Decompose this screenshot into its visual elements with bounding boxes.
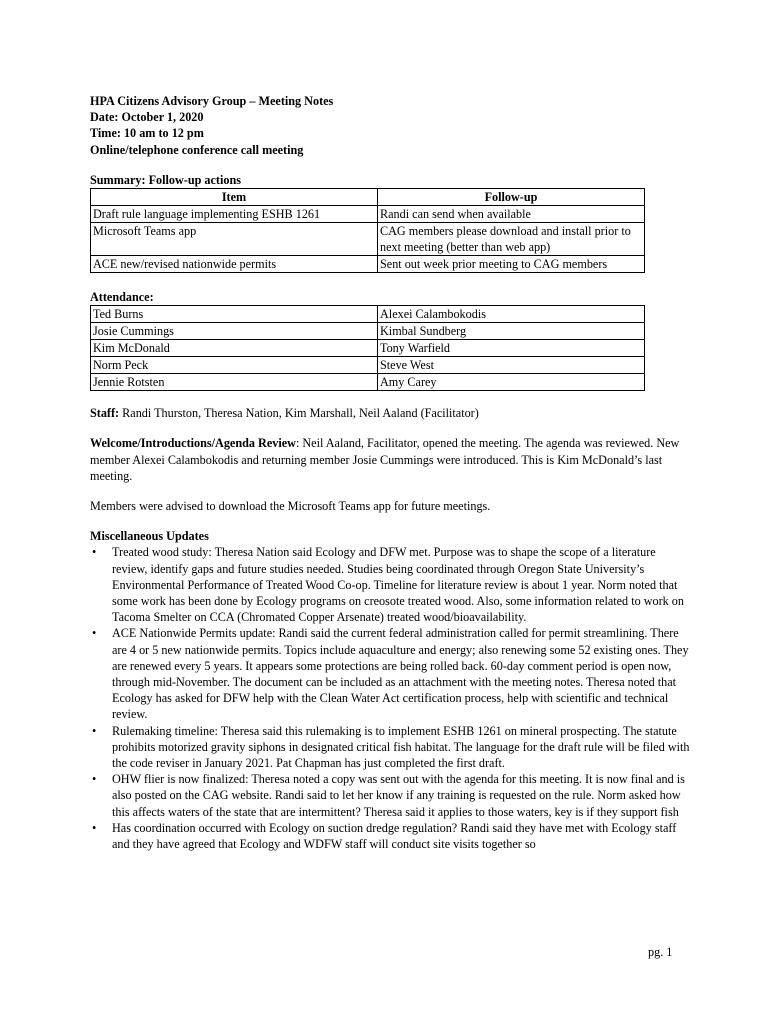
list-item: • Rulemaking timeline: Theresa said this rulemaking is to implement ESHB 1261 on mineral prospecting. The statute prohibits motorized gravity siphons in designated critical fish habitat. The language for the draft rule will be filed with the code reviser in January 2021. Pat Chapman has just completed the first draft. — [90, 723, 690, 772]
attendee-name: Steve West — [378, 357, 645, 374]
table-cell: CAG members please download and install prior to next meeting (better than web app) — [378, 223, 645, 256]
table-row — [91, 206, 645, 223]
welcome-text: : Neil Aaland, Facilitator, opened the meeting. The agenda was reviewed. New member Alexei Calambokodis and returning member Josie Cummings were introduced. This is Kim McDonald’s last meeting. — [90, 436, 680, 483]
attendee-name: Kim McDonald — [91, 340, 378, 357]
table-row — [91, 306, 645, 323]
meeting-time: Time: 10 am to 12 pm — [90, 126, 204, 141]
staff-line — [90, 405, 690, 421]
table-cell: Draft rule language implementing ESHB 1261 — [91, 206, 378, 223]
attendee-name: Jennie Rotsten — [91, 374, 378, 391]
list-item: • Has coordination occurred with Ecology on suction dredge regulation? Randi said they have met with Ecology staff and they have agreed that Ecology and WDFW staff will conduct site visits together so — [90, 820, 690, 852]
attendee-name: Kimbal Sundberg — [378, 323, 645, 340]
table-row — [91, 223, 645, 256]
attendance-table — [90, 305, 645, 391]
misc-heading: Miscellaneous Updates — [90, 529, 209, 544]
attendee-name: Josie Cummings — [91, 323, 378, 340]
attendee-name: Tony Warfield — [378, 340, 645, 357]
meeting-date: Date: October 1, 2020 — [90, 110, 204, 125]
column-header-item: Item — [91, 189, 378, 206]
staff-text: Randi Thurston, Theresa Nation, Kim Marshall, Neil Aaland (Facilitator) — [119, 406, 479, 421]
table-row — [91, 256, 645, 273]
table-row — [91, 357, 645, 374]
doc-title: HPA Citizens Advisory Group – Meeting Notes — [90, 94, 334, 108]
table-header-row — [91, 189, 645, 206]
welcome-label: Welcome/Introductions/Agenda Review — [90, 436, 296, 451]
list-item: • ACE Nationwide Permits update: Randi said the current federal administration called for permit streamlining. There are 4 or 5 new nationwide permits. Topics include aquaculture and energy; also renewing some 52 existing ones. They are renewed every 5 years. It appears some protections are being rolled back. 60-day comment period is open now, through mid-November. The document can be included as an attachment with the meeting notes. Theresa noted that Ecology has asked for DFW help with the Clean Water Act certification process, help with scientific and technical review. — [90, 625, 690, 722]
welcome-paragraph — [90, 435, 690, 484]
meeting-mode: Online/telephone conference call meeting — [90, 142, 304, 157]
list-item: • OHW flier is now finalized: Theresa noted a copy was sent out with the agenda for this meeting. It is now final and is also posted on the CAG website. Randi said to let her know if any training is requested on the rule. Norm asked how this affects waters of the state that are intermittent? Theresa said it applies to those waters, key is if they support fish — [90, 771, 690, 820]
table-cell: Sent out week prior meeting to CAG members — [378, 256, 645, 273]
attendee-name: Ted Burns — [91, 306, 378, 323]
table-cell: ACE new/revised nationwide permits — [91, 256, 378, 273]
attendee-name: Amy Carey — [378, 374, 645, 391]
summary-heading: Summary: Follow-up actions — [90, 172, 241, 187]
table-cell: Microsoft Teams app — [91, 223, 378, 256]
column-header-followup: Follow-up — [378, 189, 645, 206]
list-item: • Treated wood study: Theresa Nation said Ecology and DFW met. Purpose was to shape the scope of a literature review, identify gaps and future studies needed. Studies being coordinated through Oregon State University’s Environmental Performance of Treated Wood Co-op. Timeline for literature review is about 1 year. Norm noted that some work has been done by Ecology programs on creosote treated wood. Also, some information related to work on Tacoma Smelter on CCA (Chromated Copper Arsenate) treated wood/bioavailability. — [90, 544, 690, 625]
misc-bullet-list — [90, 544, 690, 852]
table-row — [91, 374, 645, 391]
staff-label: Staff: — [90, 406, 120, 421]
summary-table — [90, 188, 645, 273]
attendee-name: Alexei Calambokodis — [378, 306, 645, 323]
members-note: Members were advised to download the Microsoft Teams app for future meetings. — [90, 499, 491, 514]
table-cell: Randi can send when available — [378, 206, 645, 223]
document-page — [90, 93, 690, 852]
page-number: pg. 1 — [648, 945, 673, 959]
table-row — [91, 323, 645, 340]
table-row — [91, 340, 645, 357]
attendance-heading: Attendance: — [90, 290, 154, 305]
attendee-name: Norm Peck — [91, 357, 378, 374]
